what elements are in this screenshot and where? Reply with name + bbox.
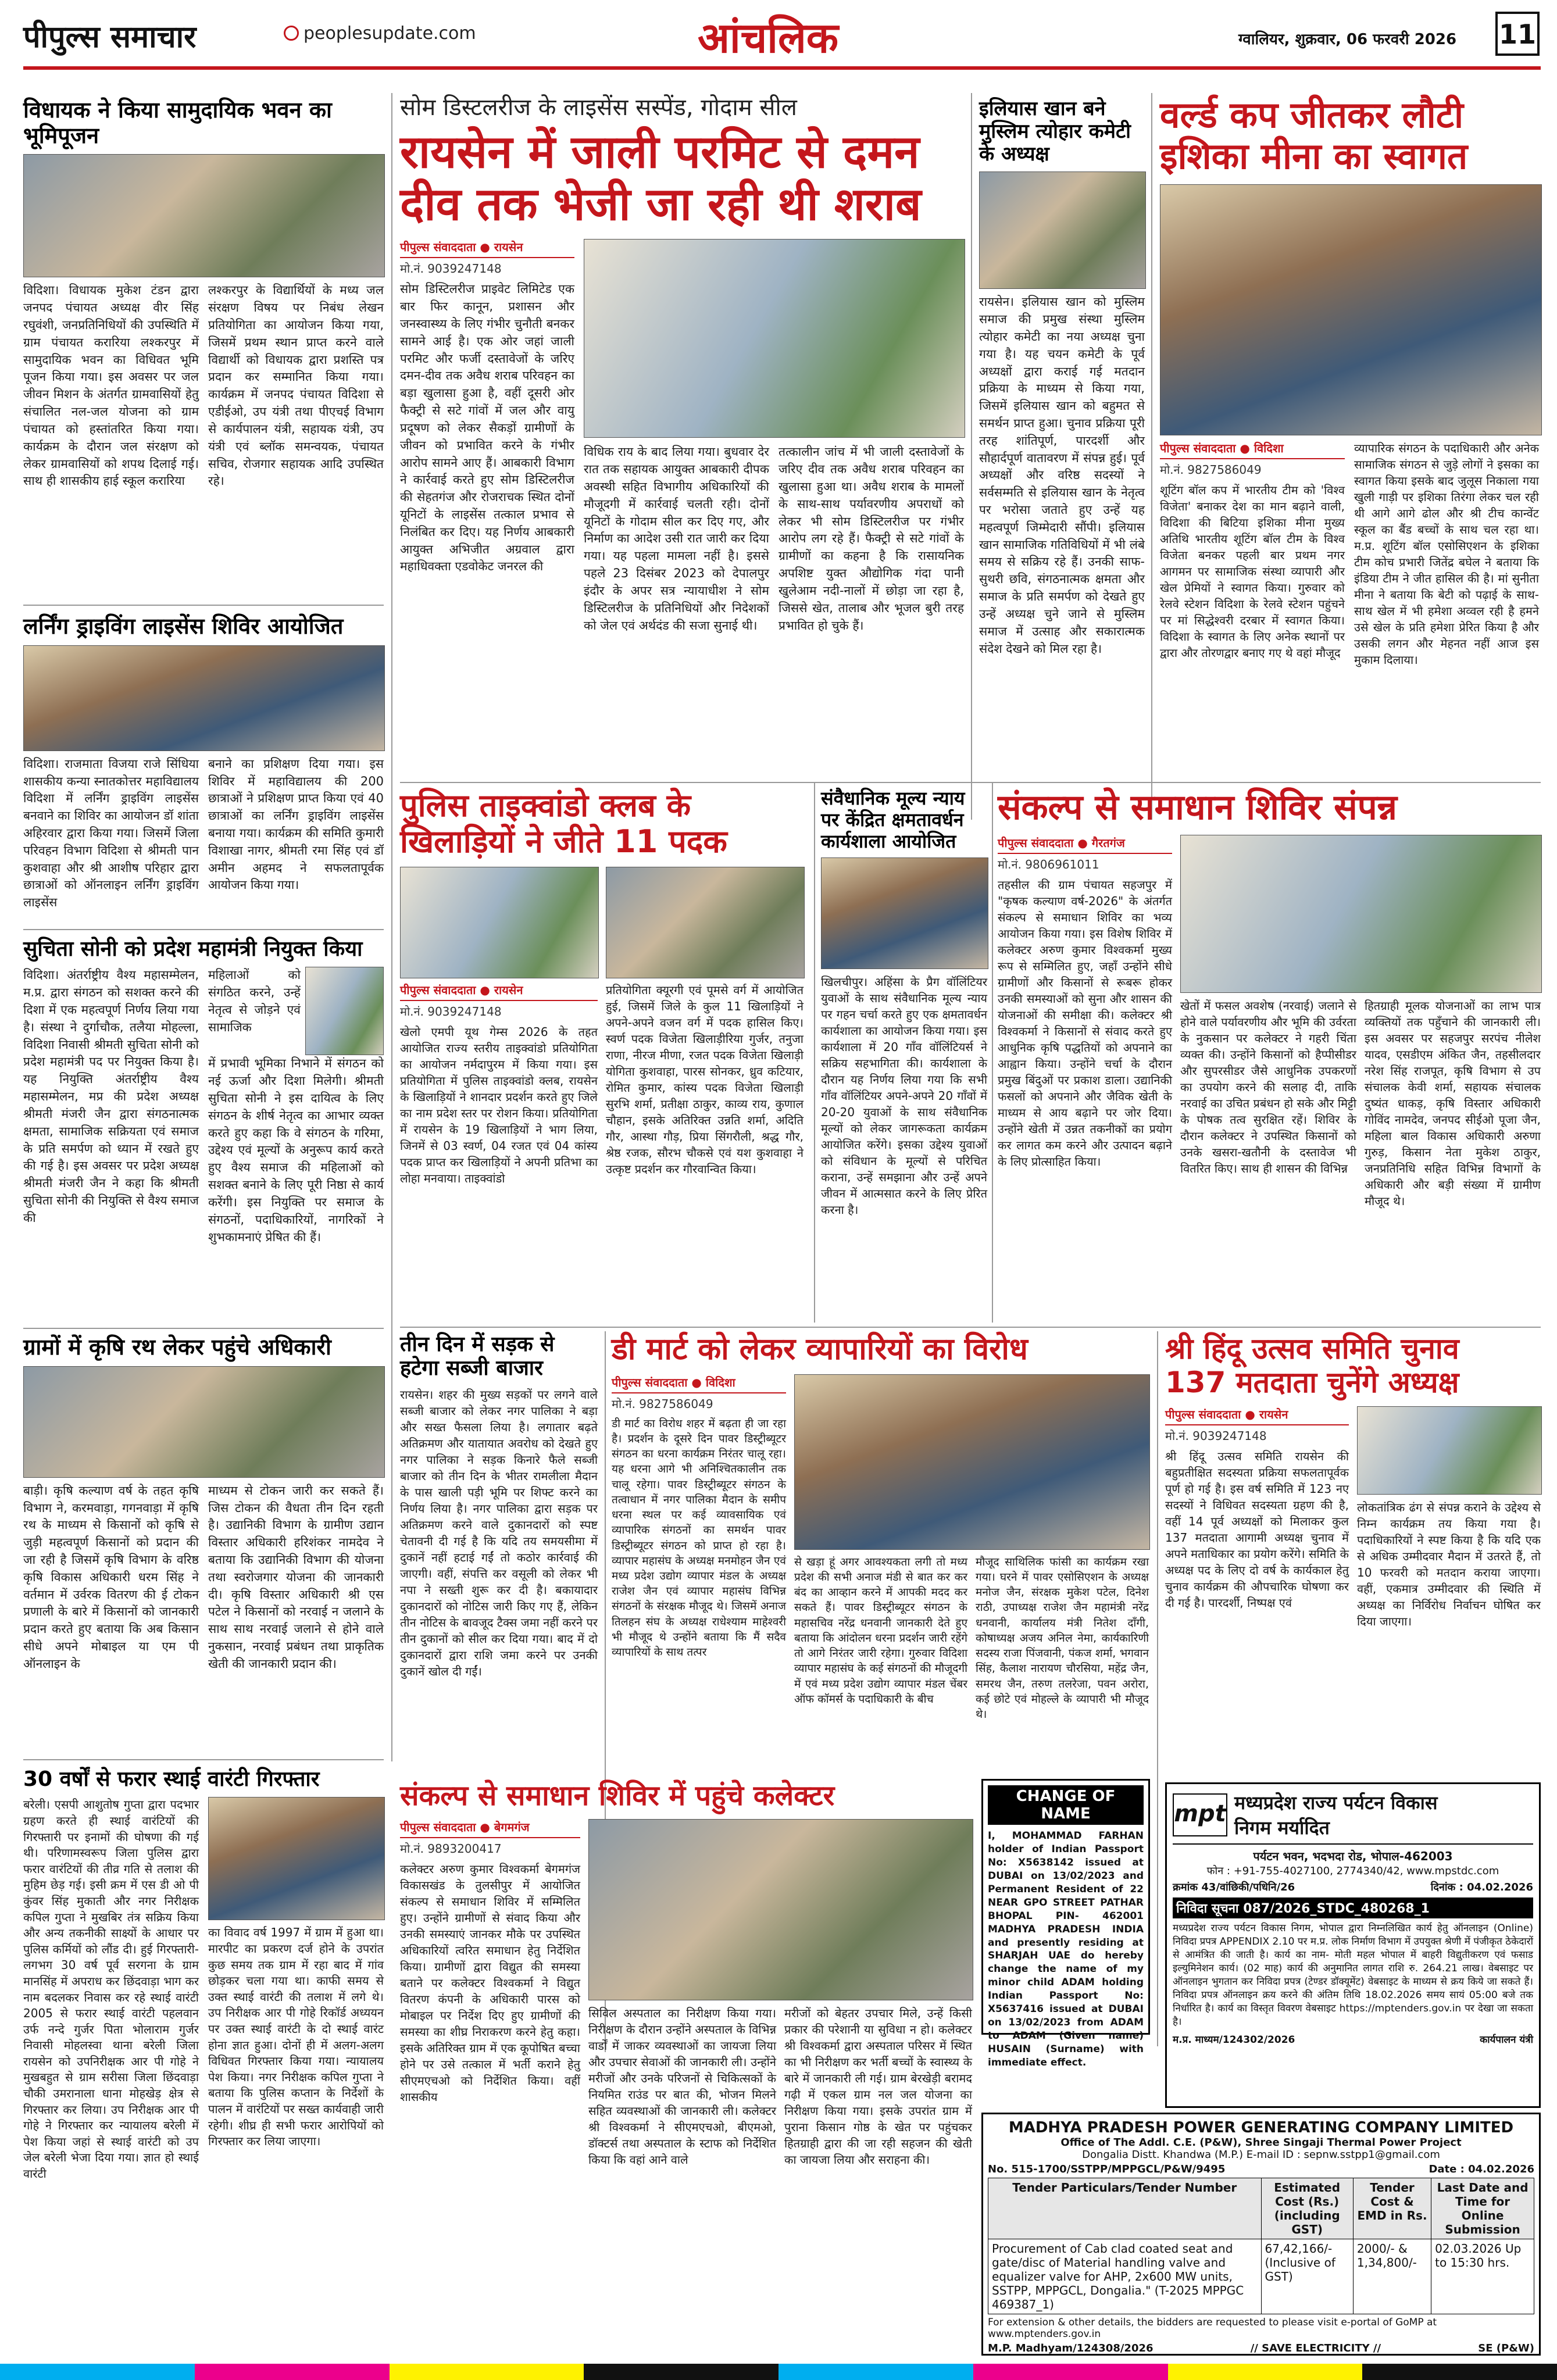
ad-contact: फोन : +91-755-4027100, 2774340/42, www.mpstdc.com <box>1206 1865 1499 1877</box>
reporter-phone: मो.नं. 9806961011 <box>998 857 1099 871</box>
ad-address: Dongalia Distt. Khandwa (M.P.) E-mail ID : sepnw.sstpp1@gmail.com <box>1082 2149 1440 2161</box>
article-body: लश्करपुर के विद्यार्थियों के मध्य जल संरक्षण विषय पर निबंध लेखन प्रतियोगिता का आयोजन किया गया, जिसमें प्रथम स्थान प्राप्त करने वाले विद्यार्थी को विधायक द्वारा प्रशस्ति पत्र प्रदान कर सम्मानित किया गया। कार्यक्रम में जनपद पंचायत विदिशा से एडीईओ, उप यंत्री तथा पीएचई विभाग से कार्यपालन यंत्री, सहायक यंत्री, उप यंत्री एवं ब्लॉक समन्वयक, पंचायत सचिव, रोजगार सहायक आदि उपस्थित रहे। <box>208 283 384 488</box>
headline: तीन दिन में सड़क से <box>400 1332 555 1356</box>
ad-company: MADHYA PRADESH POWER GENERATING COMPANY LIMITED <box>1008 2119 1514 2136</box>
section-title: आंचलिक <box>698 13 839 62</box>
column-divider <box>814 782 815 1323</box>
section-divider <box>23 1328 384 1329</box>
headline: हटेगा सब्जी बाजार <box>400 1356 543 1381</box>
section-divider <box>23 1759 384 1760</box>
mpt-logo: mpt <box>1173 1793 1227 1836</box>
article-photo <box>794 1374 1150 1550</box>
headline: सुचिता सोनी को प्रदेश महामंत्री नियुक्त किया <box>23 937 363 961</box>
ad-footer: कार्यपालन यंत्री <box>1480 2034 1533 2046</box>
ad-office: Office of The Addl. C.E. (P&W), Shree Singaji Thermal Power Project <box>1060 2136 1462 2149</box>
article-fugitive-arrested <box>23 1767 384 2337</box>
ad-notice-title: निविदा सूचना 087/2026_STDC_480268_1 <box>1173 1897 1533 1918</box>
reporter-phone: मो.नं. 9039247148 <box>400 1005 502 1019</box>
headline: लर्निंग ड्राइविंग लाइसेंस शिविर आयोजित <box>23 613 344 639</box>
ad-title: CHANGE OF NAME <box>988 1785 1144 1825</box>
article-photo <box>23 645 385 751</box>
byline: पीपुल्स संवाददाता ● रायसेन <box>400 239 574 258</box>
headline: श्री हिंदू उत्सव समिति चुनाव <box>1165 1332 1459 1366</box>
headline: इशिका मीना का स्वागत <box>1160 135 1468 178</box>
article-body: डी मार्ट का विरोध शहर में बढ़ता ही जा रहा है। प्रदर्शन के दूसरे दिन पावर डिस्ट्रीब्यूटर संगठन का धरना कार्यक्रम निरंतर चालू रहा। यह धरना आगे भी अनिश्चितकालीन तक चालू रहेगा। पावर डिस्ट्रीब्यूटर संगठन के तत्वाधान में नगर पालिका मैदान के समीप धरना स्थल पर कई व्यावसायिक एवं व्यापारिक संगठनों का समर्थन पावर डिस्ट्रीब्यूटर संगठन को प्राप्त हो रहा है। व्यापार महासंघ के अध्यक्ष मनमोहन जैन एवं मध्य प्रदेश उद्योग व्यापार मंडल के अध्यक्ष राजेश जैन एवं व्यापार महासंघ विभिन्न संगठनों के संरक्षक मौजूद थे। जिसमें अनाज तिलहन संघ के अध्यक्ष राधेश्याम माहेश्वरी भी मौजूद थे उन्होंने बताया कि मैं सदैव व्यापारियों के साथ तत्पर <box>612 1417 786 1659</box>
article-photo <box>606 867 805 978</box>
portrait-photo <box>305 967 384 1055</box>
reporter-phone: मो.नं. 9039247148 <box>1165 1429 1267 1443</box>
article-photo <box>821 857 988 969</box>
article-collector-visit <box>400 1780 973 2337</box>
table-header: Last Date and Time for Online Submission <box>1431 2178 1534 2239</box>
article-sabzi-bazar <box>400 1332 598 1774</box>
article-body: रायसेन। इलियास खान को मुस्लिम समाज की प्रमुख संस्था मुस्लिम त्योहार कमेटी का नया अध्यक्ष चुना गया है। यह चयन कमेटी के पूर्व अध्यक्षों द्वारा कराई गई मतदान प्रक्रिया के माध्यम से किया गया, जिसमें इलियास खान को बहुमत से समर्थन प्राप्त हुआ। चुनाव प्रक्रिया पूरी तरह शांतिपूर्ण, पारदर्शी और सौहार्दपूर्ण वातावरण में संपन्न हुई। पूर्व अध्यक्षों और वरिष्ठ सदस्यों ने सर्वसम्मति से इलियास खान के नेतृत्व पर भरोसा जताते हुए उन्हें यह महत्वपूर्ण जिम्मेदारी सौंपी। इलियास खान सामाजिक गतिविधियों में भी लंबे समय से सक्रिय रहे हैं। उनकी साफ-सुथरी छवि, संगठनात्मक क्षमता और समाज के प्रति समर्पण को देखते हुए उन्हें अध्यक्ष चुने जाने से मुस्लिम समाज में उत्साह और सकारात्मक संदेश देखने को मिल रहा है। <box>979 295 1145 656</box>
headline: 137 मतदाता चुनेंगे अध्यक्ष <box>1165 1365 1459 1399</box>
page-number: 11 <box>1495 12 1540 56</box>
table-cell: 02.03.2026 Up to 15:30 hrs. <box>1431 2239 1534 2314</box>
article-body: मौजूद साथिलिक फांसी का कार्यक्रम रखा गया। घरने में पावर एसोसिएशन के अध्यक्ष मनोज जैन, संरक्षक मुकेश पटेल, दिनेश राठी, उपाध्यक्ष राजेश जैन महामंत्री नरेंद्र धनवानी, कार्यालय मंत्री नितेश दाँगी, कोषाध्यक्ष अजय अनिल नेमा, कार्यकारिणी सदस्य राजा पिंजवानी, पंकज शर्मा, भगवान सिंह, कैलाश नारायण चौरसिया, महेंद्र जैन, समरथ जैन, तरुण तलरेजा, पवन अरोरा, कई छोटे एवं मोहल्ले के व्यापारी भी मौजूद थे। <box>976 1555 1149 1721</box>
article-body: बनाने का प्रशिक्षण दिया गया। इस शिविर में महाविद्यालय की 200 छात्राओं ने प्रशिक्षण प्राप्त किया एवं 40 छात्राओं का लर्निंग ड्राइविंग लाइसेंस बनाया गया। कार्यक्रम की समिति कुमारी विशाखा नागर, श्रीमती रमा सिंह एवं डॉ अमीन अहमद ने सफलतापूर्वक आयोजन किया गया। <box>208 756 384 892</box>
headline: डी मार्ट को लेकर व्यापारियों का विरोध <box>612 1332 1028 1367</box>
article-sankalp-samadhan <box>998 788 1541 1323</box>
headline: ग्रामों में कृषि रथ लेकर पहुंचे अधिकारी <box>23 1334 331 1360</box>
masthead-rule <box>23 66 1541 70</box>
column-divider <box>992 782 993 1323</box>
column-divider <box>1151 93 1152 820</box>
article-suchita-soni <box>23 937 384 1321</box>
reporter-phone: मो.नं. 9827586049 <box>612 1396 713 1411</box>
reporter-phone: मो.नं. 9827586049 <box>1160 462 1262 477</box>
article-bhoomipujan <box>23 98 384 598</box>
dateline: ग्वालियर, शुक्रवार, 06 फरवरी 2026 <box>1238 31 1457 48</box>
article-body: खेतों में फसल अवशेष (नरवाई) जलाने से होने वाले पर्यावरणीय और भूमि की उर्वरता के नुकसान पर कलेक्टर ने गहरी चिंता व्यक्त की। उन्होंने किसानों को हैप्पीसीडर और सुपरसीडर जैसे आधुनिक उपकरणों का उपयोग करने की सलाह दी, ताकि नरवाई का उचित प्रबंधन हो सके और मिट्टी के पोषक तत्व सुरक्षित रहें। शिविर के दौरान कलेक्टर ने उपस्थित किसानों को उनके खसरा-खतौनी के दस्तावेज भी वितरित किए। साथ ही शासन की विभिन्न <box>1180 999 1356 1175</box>
article-photo <box>1160 184 1542 435</box>
reporter-phone: मो.नं. 9893200417 <box>400 1842 502 1856</box>
article-ishika-meena <box>1160 94 1541 780</box>
byline: पीपुल्स संवाददाता ● रायसेन <box>1165 1406 1349 1425</box>
ad-note: For extension & other details, the bidders are requested to please visit e-portal of GoMP at www.mptenders.gov.in <box>988 2317 1437 2340</box>
headline: विधायक ने किया सामुदायिक भवन का भूमिपूजन <box>23 97 332 148</box>
article-body: प्रतियोगिता क्यूरगी एवं पूमसे वर्ग में आयोजित हुई, जिसमें जिले के कुल 11 खिलाड़ियों ने अपने-अपने वजन वर्ग में पदक हासिल किए। स्वर्ण पदक विजेता खिलाड़ीरिया गुर्जर, तनुजा राणा, नीरज मीणा, रजत पदक विजेता खिलाड़ी योगिता कुशवाहा, पारस सोनकर, ध्रुव कटियार, रोमित कुमार, कांस्य पदक विजेता खिलाड़ी सुरभि शर्मा, प्रतीक्षा ठाकुर, काव्य राय, कुणाल चौहान, इसके अतिरिक्त उन्नति शर्मा, अदिति गौर, आस्था गौड़, प्रिया सिंगरौली, श्रद्ध गौर, श्रेष्ठ रजक, सौरभ चौकसे एवं यश कुशवाहा ने उत्कृष्ट प्रदर्शन कर गौरवान्वित किया। <box>606 983 804 1177</box>
article-workshop <box>821 788 987 1317</box>
headline: संकल्प से समाधान शिविर में पहुंचे कलेक्टर <box>400 1779 835 1812</box>
factory-photo <box>584 239 965 438</box>
section-divider <box>400 782 1541 783</box>
byline: पीपुल्स संवाददाता ● विदिशा <box>1160 440 1345 459</box>
article-photo <box>588 1819 973 2000</box>
article-body: बाड़ी। कृषि कल्याण वर्ष के तहत कृषि विभाग ने, करमवाड़ा, गगनवाड़ा में कृषि रथ के माध्यम से किसानों को कृषि से जुड़ी महत्वपूर्ण किसानों को प्रदान की जा रही है जिसमें कृषि विभाग के वरिष्ठ कृषि विकास अधिकारी धरम सिंह ने वर्तमान में उर्वरक वितरण की ई टोकन प्रणाली के बारे में किसानों को जानकारी प्रदान करते हुए बताया कि अब किसान सीधे अपने मोबाइल या एम पी ऑनलाइन के <box>23 1483 199 1671</box>
reporter-phone: मो.नं. 9039247148 <box>400 262 502 276</box>
headline: संवैधानिक मूल्य न्याय पर केंद्रित क्षमतावर्धन कार्यशाला आयोजित <box>821 787 965 852</box>
table-cell: 67,42,166/- (Inclusive of GST) <box>1261 2239 1353 2314</box>
ad-nit: No. 515-1700/SSTPP/MPPGCL/P&W/9495 <box>988 2163 1226 2175</box>
article-body: श्री हिंदू उत्सव समिति रायसेन की बहुप्रतीक्षित सदस्यता प्रक्रिया सफलतापूर्वक पूर्ण हो गई है। इस वर्ष समिति में 123 नए सदस्यों ने विधिवत सदस्यता ग्रहण की है, वहीं 14 पूर्व अध्यक्षों को मिलाकर कुल 137 मतदाता आगामी अध्यक्ष चुनाव में अपने मताधिकार का प्रयोग करेंगे। समिति के अध्यक्ष पद के लिए दो वर्ष के कार्यकाल हेतु चुनाव कार्यक्रम की औपचारिक घोषणा कर दी गई है। पारदर्शी, निष्पक्ष एवं <box>1165 1449 1349 1610</box>
section-divider <box>400 1327 1541 1328</box>
article-hindu-utsav <box>1165 1332 1541 1774</box>
ad-address: पर्यटन भवन, भदभदा रोड, भोपाल-462003 <box>1253 1849 1453 1863</box>
article-body: खिलचीपुर। अहिंसा के प्रैग वॉलिंटियर युवाओं के साथ संवैधानिक मूल्य न्याय पर गहन चर्चा करते हुए एक क्षमतावर्धन कार्यशाला का आयोजन किया गया। इस कार्यशाला में 20 गाँव वॉलिंटियर्स ने सक्रिय सहभागिता की। कार्यशाला के दौरान यह निर्णय लिया गया कि सभी गाँव वॉलिंटियर अपने-अपने 20 गाँवों में 20-20 युवाओं के साथ संवैधानिक मूल्यों को लेकर जागरूकता कार्यक्रम आयोजित करेंगे। इसका उद्देश्य युवाओं को संविधान के मूल्यों से परिचित कराना, उन्हें समझाना और उन्हें अपने जीवन में आत्मसात करने के लिए प्रेरित करना है। <box>821 975 987 1217</box>
headline: पुलिस ताइक्वांडो क्लब के <box>400 787 691 824</box>
article-body: विदिशा। राजमाता विजया राजे सिंधिया शासकीय कन्या स्नातकोत्तर महाविद्यालय विदिशा में लर्निंग ड्राइविंग लाइसेंस बनवाने का शिविर का आयोजन डॉ शांता अहिरवार द्वारा किया गया। जिसमें जिला परिवहन विभाग विदिशा से श्रीमती पान कुशवाहा और श्री आशीष परिहार द्वारा छात्राओं को ऑनलाइन लर्निंग ड्राइविंग लाइसेंस <box>23 756 199 910</box>
ad-footer: M.P. Madhyam/124308/2026 <box>988 2342 1154 2354</box>
article-body: हितग्राही मूलक योजनाओं का लाभ पात्र व्यक्तियों तक पहुँचाने की जानकारी ली। इस अवसर पर सहजपुर सरपंच नीलेश यादव, एसडीएम अंकित जैन, तहसीलदार नरेश सिंह राजपूत, कृषि विभाग से उप संचालक केवी शर्मा, सहायक संचालक दुष्यंत धाकड़, कृषि विस्तार अधिकारी गोविंद नामदेव, जनपद सीईओ पूजा जैन, महिला बाल विकास अधिकारी अरुणा गुरुड़, किसान नेता मुकेश ठाकुर, जनप्रतिनिधि सहित विभिन्न विभागों के अधिकारी और बड़ी संख्या में ग्रामीण मौजूद थे। <box>1365 999 1541 1208</box>
print-color-bar <box>0 2364 1557 2380</box>
article-body: माध्यम से टोकन जारी कर सकते हैं। जिस टोकन की वैधता तीन दिन रहती है। उद्यानिकी विभाग के ग्रामीण उद्यान विस्तार अधिकारी हरिशंकर नामदेव ने बताया कि उद्यानिकी विभाग की योजना तथा स्वरोजगार योजना की जानकारी दी। कृषि विस्तार अधिकारी श्री एस पटेल ने किसानों को नरवाई न जलाने के साथ साथ नरवाई जलाने से होने वाले नुकसान, नरवाई प्रबंधन तथा प्राकृतिक खेती की जानकारी प्रदान की। <box>208 1483 384 1671</box>
globe-icon <box>284 26 299 41</box>
lead-story <box>400 94 964 777</box>
headline: इलियास खान बने मुस्लिम त्योहार कमेटी के अध्यक्ष <box>979 97 1131 166</box>
article-driving-licence <box>23 614 384 922</box>
table-header: Tender Cost & EMD in Rs. <box>1353 2178 1431 2239</box>
ad-date: दिनांक : 04.02.2026 <box>1430 1881 1533 1893</box>
article-body: रायसेन। शहर की मुख्य सड़कों पर लगने वाले सब्जी बाजार को लेकर नगर पालिका ने बड़ा और सख्त फैसला लिया है। लगातार बढ़ते अतिक्रमण और यातायात अवरोध को देखते हुए नगर पालिका ने सड़क किनारे फैले सब्जी बाजार को तीन दिन के भीतर रामलीला मैदान के पास खाली पड़ी भूमि पर शिफ्ट करने का निर्णय लिया है। नगर पालिका द्वारा सड़क पर अतिक्रमण करने वाले दुकानदारों को स्पष्ट चेतावनी दी गई है कि यदि तय समयसीमा में दुकानें नहीं हटाई गईं तो कठोर कार्रवाई की जाएगी। वहीं, संपत्ति कर वसूली को लेकर भी नपा ने सख्ती शुरू कर दी है। बकायादार दुकानदारों को नोटिस जारी किए गए हैं, लेकिन तीन नोटिस के बावजूद टैक्स जमा नहीं करने पर तीन दुकानों को सील कर दिया गया। बाद में दो दुकानदारों द्वारा राशि जमा करने पर उनकी दुकानें खोल दी गईं। <box>400 1387 598 1678</box>
headline: 30 वर्षों से फरार स्थाई वारंटी गिरफ्तार <box>23 1767 320 1791</box>
ad-ref: क्रमांक 43/वांछिकी/पधिनि/26 <box>1173 1881 1295 1893</box>
headline: संकल्प से समाधान शिविर संपन्न <box>998 787 1397 828</box>
article-body: विधिक राय के बाद लिया गया। बुधवार देर रात तक सहायक आयुक्त आबकारी दीपक अवस्थी सहित विभागीय अधिकारियों की मौजूदगी में कार्रवाई चलती रही। दोनों यूनिटों के गोदाम सील कर दिए गए, और निर्माण का आदेश उसी रात जारी कर दिया गया। यह पहला मामला नहीं है। इससे पहले 23 दिसंबर 2023 को देपालपुर इंदौर के अपर सत्र न्यायाधीश ने सोम डिस्टिलरीज के प्रतिनिधियों और निदेशकों को जेल एवं अर्थदंड की सजा सुनाई थी। <box>584 445 769 632</box>
article-body: व्यापारिक संगठन के पदाधिकारी और अनेक सामाजिक संगठन से जुड़े लोगों ने इसका का स्वागत किया इसके बाद जुलूस निकाला गया खुली गाड़ी पर इशिका तिरंगा लेकर चल रही थी आगे आगे ढोल और श्री टीच कान्वेंट स्कूल का बैंड बच्चों के साथ चल रहा था। म.प्र. शूटिंग बॉल एसोसिएशन के इशिका टीम कोच प्रभारी जितेंद्र बघेल ने बताया कि इंडिया टीम ने जीत हासिल की है। मां सुनीता मीना ने बताया कि बेटी को पढ़ाई के साथ-साथ खेल में भी हमेशा अव्वल रही है हमने उसे खेल के प्रति हमेशा प्रेरित किया है और उसकी लगन और मेहनत नहीं आज इस मुकाम दिलाया। <box>1354 441 1539 667</box>
table-header: Tender Particulars/Tender Number <box>988 2178 1262 2239</box>
lead-kicker: सोम डिस्टलरीज के लाइसेंस सस्पेंड, गोदाम सील <box>400 94 797 121</box>
article-krishi-rath <box>23 1335 384 1753</box>
ad-footer: // SAVE ELECTRICITY // <box>1250 2342 1381 2354</box>
column-divider <box>391 93 392 1761</box>
article-dmart-protest <box>612 1332 1149 1774</box>
byline: पीपुल्स संवाददाता ● विदिशा <box>612 1374 786 1393</box>
ad-footer: SE (P&W) <box>1478 2342 1534 2354</box>
tourism-tender-ad <box>1165 1782 1541 2108</box>
article-body: सिविल अस्पताल का निरीक्षण किया गया। निरीक्षण के दौरान उन्होंने अस्पताल के विभिन्न वार्डों में जाकर व्यवस्थाओं का जायजा लिया और उपचार सेवाओं की जानकारी ली। उन्होंने मरीजों और उनके परिजनों से चिकित्सकों के नियमित राउंड पर बात की, भोजन मिलने सहित व्यवस्थाओं की जानकारी ली। कलेक्टर श्री विश्वकर्मा ने सीएमएचओ, बीएमओ, डॉक्टर्स तथा अस्पताल के स्टाफ को निर्देशित किया कि वहां आने वाले <box>588 2006 776 2167</box>
change-of-name-ad <box>981 1779 1150 2068</box>
headline: खिलाड़ियों ने जीते 11 पदक <box>400 823 727 860</box>
section-divider <box>23 605 384 606</box>
column-divider <box>1157 1331 1158 2046</box>
lead-headline: रायसेन में जाली परमिट से दमन <box>400 126 920 178</box>
headline: वर्ल्ड कप जीतकर लौटी <box>1160 94 1464 136</box>
byline: पीपुल्स संवाददाता ● रायसेन <box>400 982 598 1001</box>
article-body: लोकतांत्रिक ढंग से संपन्न कराने के उद्देश्य से निम्न कार्यक्रम तय किया गया है। पदाधिकारियों ने स्पष्ट किया है कि यदि एक से अधिक उम्मीदवार मैदान में उतरते हैं, तो 10 फरवरी को मतदान कराया जाएगा। वहीं, एकमात्र उम्मीदवार की स्थिति में अध्यक्ष का निर्विरोध निर्वाचन घोषित कर दिया जाएगा। <box>1357 1500 1541 1628</box>
article-body: महिलाओं को संगठित करने, उन्हें नेतृत्व से जोड़ने एवं सामाजिक <box>208 968 301 1034</box>
section-divider <box>23 929 384 930</box>
article-ilyas-khan <box>979 98 1145 778</box>
ad-org-name: निगम मर्यादित <box>1234 1817 1330 1839</box>
article-photo <box>400 867 599 978</box>
article-body: विदिशा। अंतर्राष्ट्रीय वैश्य महासम्मेलन, म.प्र. द्वारा संगठन को सशक्त करने की दिशा में एक महत्वपूर्ण निर्णय लिया गया है। संस्था ने दुर्गाचौक, तलैया मोहल्ला, विदिशा निवासी श्रीमती सुचिता सोनी को प्रदेश महामंत्री पद पर नियुक्त किया है। यह नियुक्ति अंतर्राष्ट्रीय वैश्य महासम्मेलन, मप्र की प्रदेश अध्यक्ष श्रीमती मंजरी जैन द्वारा संगठनात्मक क्षमता, सामाजिक सक्रियता एवं समाज के प्रति समर्पण को ध्यान में रखते हुए की गई है। इस अवसर पर प्रदेश अध्यक्ष श्रीमती मंजरी जैन ने कहा कि श्रीमती सुचिता सोनी की नियुक्ति से वैश्य समाज की <box>23 968 199 1225</box>
article-body: तत्कालीन जांच में भी जाली दस्तावेजों के जरिए दीव तक अवैध शराब परिवहन का खुलासा हुआ था। अवैध शराब के मामलों के साथ-साथ पर्यावरणीय अपराधों को लेकर भी सोम डिस्टिलरीज पर गंभीर आरोप लग रहे हैं। फैक्ट्री से सटे गांवों के ग्रामीणों का कहना है कि रासायनिक अपशिष्ट युक्त औद्योगिक गंदा पानी खुलेआम नदी-नालों में छोड़ा जा रहा है, जिससे खेत, तालाब और भूजल बुरी तरह प्रभावित हो चुके हैं। <box>779 445 964 632</box>
byline: पीपुल्स संवाददाता ● गैरतगंज <box>998 835 1172 854</box>
ad-body: मध्यप्रदेश राज्य पर्यटन विकास निगम, भोपाल द्वारा निम्नलिखित कार्य हेतु ऑनलाइन (Online) निविदा प्रपत्र APPENDIX 2.10 पर म.प्र. लोक निर्माण विभाग में उपयुक्त श्रेणी में पंजीकृत ठेकेदारों से आमंत्रित की जाती है। कार्य का नाम- मोती महल भोपाल में बाहरी विद्युतीकरण एवं फसाड इल्युमिनेशन कार्य। (02 माह) कार्य की अनुमानित लागत राशि रु. 264.21 लाख। वेबसाइट पर ऑनलाइन भुगतान कर निविदा प्रपत्र (टेण्डर डॉक्यूमेंट) वेबसाइट के माध्यम से क्रय किये जा सकते हैं। निविदा प्रपत्र ऑनलाइन क्रय करने की अंतिम तिथि 18.02.2026 समय सायं 05:00 बजे तक निर्धारित है। कार्य का विस्तृत विवरण वेबसाइट https://mptenders.gov.in पर देखा जा सकता है। <box>1173 1922 1533 2028</box>
article-body: का विवाद वर्ष 1997 में ग्राम में हुआ था। मारपीट का प्रकरण दर्ज होने के उपरांत कुछ समय तक ग्राम में रहा बाद में गांव छोड़कर चला गया था। काफी समय से उक्त स्थाई वारंटी की तलाश में लगे थे। उप निरीक्षक आर पी गोहे रिकॉर्ड अध्ययन पर उक्त स्थाई वारंटी के दो स्थाई वारंट होना ज्ञात हुआ। दोनों ही में अलग-अलग विधिवत गिरफ्तार किया गया। न्यायालय पेश किया। नगर निरीक्षक कपिल गुप्ता ने बताया कि पुलिस कप्तान के निर्देशों के पालन में वारंटियों पर सख्त कार्यवाही जारी रहेगी। शीघ्र ही सभी फरार आरोपियों को गिरफ्तार कर लिया जाएगा। <box>208 1925 384 2149</box>
tender-table <box>988 2178 1534 2314</box>
column-divider <box>971 93 972 820</box>
power-tender-ad <box>981 2113 1541 2356</box>
article-photo <box>1180 835 1542 993</box>
ad-body: I, MOHAMMAD FARHAN holder of Indian Passport No: X5638142 issued at DUBAI on 13/02/2023 and Permanent Resident of 22 NEAR GPO STREET PATHAR BHOPAL PIN- 462001 MADHYA PRADESH INDIA and presently residing at SHARJAH UAE do hereby change the name of my minor child ADAM holding Indian Passport No: X5637416 issued at DUBAI on 13/02/2023 from ADAM to ADAM (Given name) HUSAIN (Surname) with immediate effect. <box>988 1830 1144 2068</box>
masthead <box>0 0 1557 65</box>
article-taekwondo <box>400 788 807 1317</box>
masthead-website[interactable]: peoplesupdate.com <box>303 23 476 44</box>
article-photo <box>23 1366 385 1478</box>
article-body: सोम डिस्टिलरीज प्राइवेट लिमिटेड एक बार फिर कानून, प्रशासन और जनस्वास्थ्य के लिए गंभीर चुनौती बनकर सामने आई है। एक ओर जहां जाली परमिट और फर्जी दस्तावेजों के जरिए दमन-दीव तक अवैध शराब परिवहन का बड़ा खुलासा हुआ है, वहीं दूसरी ओर फैक्ट्री से सटे गांवों में जल और वायु प्रदूषण को लेकर सैकड़ों ग्रामीणों के जीवन को प्रभावित करने के गंभीर आरोप सामने आए हैं। आबकारी विभाग ने कार्रवाई करते हुए सोम डिस्टिलरीज की सेहतगंज और रोजराचक स्थित दोनों यूनिटों के लाइसेंस तत्काल प्रभाव से निलंबित कर दिए। यह निर्णय आबकारी आयुक्त अभिजीत अग्रवाल द्वारा महाधिवक्ता एडवोकेट जनरल की <box>400 282 574 574</box>
ad-footer: म.प्र. माध्यम/124302/2026 <box>1173 2034 1295 2046</box>
table-row <box>988 2239 1534 2314</box>
article-body: बरेली। एसपी आशुतोष गुप्ता द्वारा पदभार ग्रहण करते ही स्थाई वारंटियों की गिरफ्तारी पर इनामों की घोषणा की गई थी। परिणामस्वरूप जिला पुलिस द्वारा फरार वारंटियों की तीव्र गति से तलाश की मुहिम छेड़ गई। इसी क्रम में एस डी ओ पी कुंवर सिंह मुकाती और नगर निरीक्षक कपिल गुप्ता ने मुखबिर तंत्र सक्रिय किया और अन्य तकनीकी साक्ष्यों के आधार पर पुलिस कर्मियों को लौंड दी। हुई गिरफ्तारी- लगभग 30 वर्ष पूर्व सरगना के ग्राम मानसिंह में अपराध कर छिंदवाड़ा भाग कर नाम बदलकर निवास कर रहे स्थाई वारंटी 2005 से फरार स्थाई वारंटी पहलवान उर्फ नन्दे गुर्जर पिता भोलाराम गुर्जर निवासी मोहलस्वा थाना बरेली जिला रायसेन को उपनिरीक्षक आर पी गोहे ने मुखबहुत से ग्राम सरीसा जिला छिंदवाड़ा चौकी उमरानाला धाना मोहखेड़ क्षेत्र से गिरफ्तार कर लिया। उप निरीक्षक आर पी गोहे ने गिरफ्तार कर न्यायालय बरेली में पेश किया जहां से स्थाई वारंटी को उप जेल बरेली भेजा दिया गया। ज्ञात हो स्थाई वारंटी <box>23 1797 199 2181</box>
table-header: Estimated Cost (Rs.) (including GST) <box>1261 2178 1353 2239</box>
article-photo <box>208 1797 385 1920</box>
byline: पीपुल्स संवाददाता ● बेगमगंज <box>400 1819 580 1838</box>
article-photo <box>979 171 1146 289</box>
article-body: मरीजों को बेहतर उपचार मिले, उन्हें किसी प्रकार की परेशानी या सुविधा न हो। कलेक्टर श्री विश्वकर्मा द्वारा अस्पताल परिसर में स्थित का भी निरीक्षण कर भर्ती बच्चों के स्वास्थ्य के बारे में जानकारी ली गई। ग्राम बेरखेड़ी बरामद गढ़ी में एकल ग्राम नल जल योजना का निरीक्षण किया गया। इसके उपरांत ग्राम में पुराना किसान गोष्ठ के खेत पर पहुंचकर हितग्राही द्वारा की जा रही सहजन की खेती का जायजा लिया और सराहना की। <box>784 2006 972 2167</box>
article-photo <box>1357 1406 1542 1495</box>
article-photo <box>23 154 385 277</box>
table-cell: Procurement of Cab clad coated seat and gate/disc of Material handling valve and equalizer valve for AHP, 2x600 MW units, SSTPP, MPPGCL, Dongalia." (T-2025 MPPGC 469387_1) <box>988 2239 1262 2314</box>
ad-org-name: मध्यप्रदेश राज्य पर्यटन विकास <box>1234 1792 1438 1814</box>
article-body: में प्रभावी भूमिका निभाने में संगठन को नई ऊर्जा और दिशा मिलेगी। श्रीमती सुचिता सोनी ने इस दायित्व के लिए संगठन के शीर्ष नेतृत्व का आभार व्यक्त करते हुए कहा कि वे संगठन के गरिमा, उद्देश्य एवं मूल्यों के अनुरूप कार्य करते हुए वैश्य समाज की महिलाओं को सशक्त बनाने के लिए पूरी निष्ठा से कार्य करेंगी। इस नियुक्ति पर समाज के संगठनों, पदाधिकारियों, नागरिकों ने शुभकामनाएं प्रेषित की हैं। <box>208 1056 384 1244</box>
ad-date: Date : 04.02.2026 <box>1429 2163 1534 2175</box>
article-body: से खड़ा हूं अगर आवश्यकता लगी तो मध्य प्रदेश की सभी अनाज मंडी से बात कर कर बंद का आव्हान करने में आपकी मदद कर सकते हैं। पावर डिस्ट्रीब्यूटर संगठन के महासचिव नरेंद्र धनवानी जानकारी देते हुए बताया कि आंदोलन धरना प्रदर्शन जारी रहेंगे तो आगे निरंतर जारी रहेगा। गुरुवार विदिशा व्यापार महासंघ के कई संगठनों की मौजूदगी में एवं मध्य प्रदेश उद्योग व्यापार मंडल चेंबर ऑफ कॉमर्स के पदाधिकारी के बीच <box>794 1555 967 1706</box>
table-cell: 2000/- & 1,34,800/- <box>1353 2239 1431 2314</box>
article-body: तहसील की ग्राम पंचायत सहजपुर में "कृषक कल्याण वर्ष-2026" के अंतर्गत संकल्प से समाधान शिविर का भव्य आयोजन किया गया। इस विशेष शिविर में कलेक्टर अरुण कुमार विश्वकर्मा मुख्य रूप से सम्मिलित हुए, जहाँ उन्होंने सीधे ग्रामीणों और किसानों से रूबरू होकर उनकी समस्याओं को सुना और शासन की योजनाओं की समीक्षा की। कलेक्टर श्री विश्वकर्मा ने किसानों से संवाद करते हुए आधुनिक कृषि पद्धतियों को अपनाने का आह्वान किया। उन्होंने चर्चा के दौरान प्रमुख बिंदुओं पर प्रकाश डाला। उद्यानिकी फसलों को अपनाने और जैविक खेती के माध्यम से आय बढ़ाने पर जोर दिया। उन्होंने खेती में उन्नत तकनीकों का प्रयोग कर लागत कम करने और उत्पादन बढ़ाने के लिए प्रोत्साहित किया। <box>998 878 1172 1168</box>
article-body: विदिशा। विधायक मुकेश टंडन द्वारा जनपद पंचायत अध्यक्ष वीर सिंह रघुवंशी, जनप्रतिनिधियों की उपस्थिति में ग्राम पंचायत करारिया लश्करपुर में सामुदायिक भवन का विधिवत भूमि पूजन किया गया। इस अवसर पर जल जीवन मिशन के अंतर्गत ग्रामवासियों हेतु संचालित नल-जल योजना को ग्राम पंचायत को हस्तांतरित किया गया। कार्यक्रम के दौरान जल संरक्षण को लेकर ग्रामवासियों को शपथ दिलाई गई। साथ ही शासकीय हाई स्कूल करारिया <box>23 283 199 488</box>
masthead-logo: पीपुल्स समाचार <box>23 20 197 55</box>
article-body: शूटिंग बॉल कप में भारतीय टीम को 'विश्व विजेता' बनाकर देश का मान बढ़ाने वाली, विदिशा की बिटिया इशिका मीना मुख्य अतिथि भारतीय शूटिंग बॉल टीम के विश्व विजेता बनकर पहली बार प्रथम नगर आगमन पर सामाजिक संस्था व्यापारी और खेल प्रेमियों ने स्वागत किया। गुरुवार को रेलवे स्टेशन विदिशा के रेलवे स्टेशन पहुंचने पर मां सिद्धेश्वरी दरबार में स्वागत किया। विदिशा के स्वागत के लिए अनेक स्थानों पर द्वारा और तोरणद्वार बनाए गए थे वहां मौजूद <box>1160 483 1345 660</box>
lead-headline: दीव तक भेजी जा रही थी शराब <box>400 178 922 231</box>
article-body: खेलो एमपी यूथ गेम्स 2026 के तहत आयोजित राज्य स्तरीय ताइक्वांडो प्रतियोगिता का आयोजन नर्मदापुरम में किया गया। इस प्रतियोगिता में पुलिस ताइक्वांडो क्लब, रायसेन के खिलाड़ियों ने शानदार प्रदर्शन करते हुए जिले का नाम प्रदेश स्तर पर रोशन किया। प्रतियोगिता में रायसेन के 19 खिलाड़ियों ने भाग लिया, जिनमें से 03 स्वर्ण, 04 रजत एवं 04 कांस्य पदक प्राप्त कर खिलाड़ियों ने अपनी प्रतिभा का लोहा मनवाया। ताइक्वांडो <box>400 1025 598 1186</box>
article-body: कलेक्टर अरुण कुमार विश्वकर्मा बेगमगंज विकासखंड के तुलसीपुर में आयोजित संकल्प से समाधान शिविर में सम्मिलित हुए। उन्होंने ग्रामीणों से संवाद किया और उनकी समस्याएं जानकर मौके पर उपस्थित अधिकारियों त्वरित समाधान हेतु निर्देशित किया। ग्रामीणों द्वारा विद्युत की समस्या बताने पर कलेक्टर विश्वकर्मा ने विद्युत वितरण कंपनी के अधिकारी पारस को मोबाइल पर निर्देश दिए हुए ग्रामीणों की समस्या का शीघ्र निराकरण करने हेतु कहा। इसके अतिरिक्त ग्राम में एक कूपोषित बच्चा होने पर उसे तत्काल में भर्ती कराने हेतु सीएमएचओ को निर्देशित किया। वहीं शासकीय <box>400 1862 580 2104</box>
